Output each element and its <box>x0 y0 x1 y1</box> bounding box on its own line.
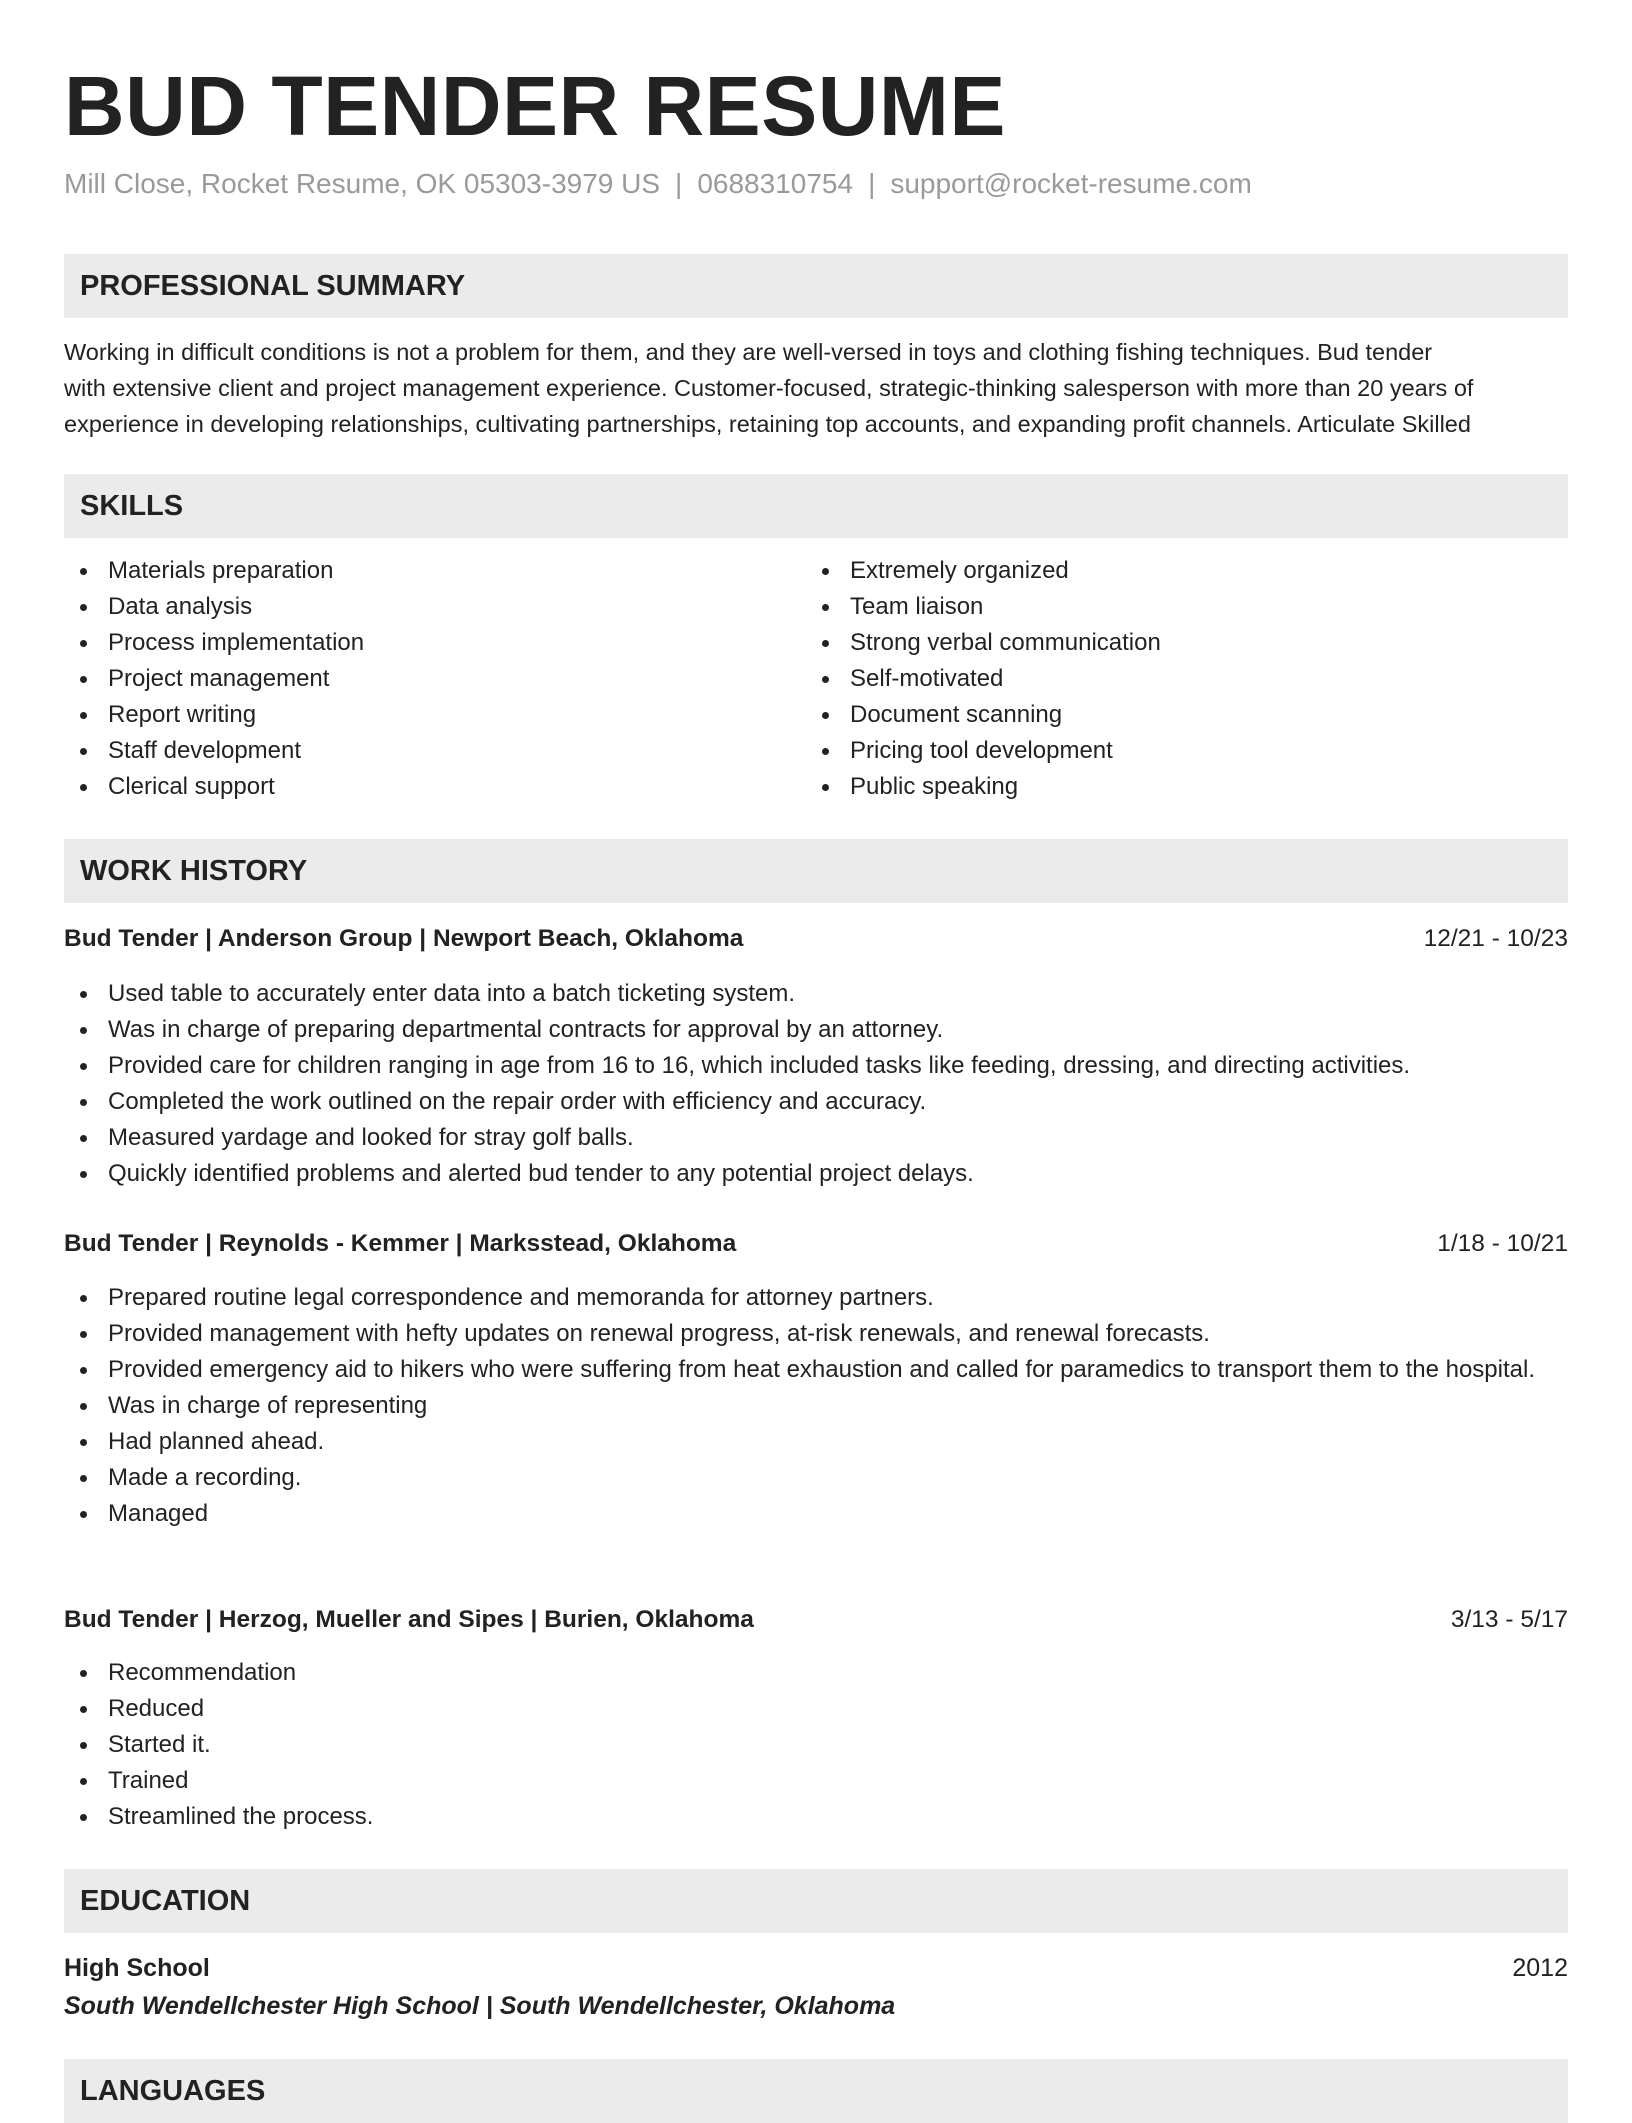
job-bullet: Reduced <box>64 1691 1568 1727</box>
skill-item: Team liaison <box>806 589 1526 625</box>
job-bullet: Managed <box>64 1496 1568 1532</box>
job-bullet: Quickly identified problems and alerted bud tender to any potential project delays. <box>64 1156 1568 1192</box>
job-bullet: Provided management with hefty updates on renewal progress, at-risk renewals, and renewal forecasts. <box>64 1316 1568 1352</box>
job-bullet: Provided care for children ranging in age from 16 to 16, which included tasks like feeding, dressing, and directing activities. <box>64 1048 1568 1084</box>
contact-phone: 0688310754 <box>697 168 854 199</box>
skill-item: Data analysis <box>64 589 784 625</box>
job-header <box>64 1226 1568 1262</box>
section-heading-work-history: WORK HISTORY <box>64 839 1568 903</box>
summary-line: experience in developing relationships, cultivating partnerships, retaining top accounts, and expanding profit channels. Articulate Skilled <box>64 411 1471 437</box>
education-year: 2012 <box>1512 1954 1568 1982</box>
job-bullet: Started it. <box>64 1727 1568 1763</box>
skill-item: Extremely organized <box>806 553 1526 589</box>
job-title: Bud Tender | Anderson Group | Newport Beach, Oklahoma <box>64 925 744 952</box>
job-bullets <box>64 1655 1568 1835</box>
section-heading-languages: LANGUAGES <box>64 2059 1568 2123</box>
skill-item: Project management <box>64 661 784 697</box>
job-bullet: Had planned ahead. <box>64 1424 1568 1460</box>
summary-line: Working in difficult conditions is not a problem for them, and they are well-versed in toys and clothing fishing techniques. Bud tender <box>64 339 1433 365</box>
job-bullet: Streamlined the process. <box>64 1799 1568 1835</box>
job-bullets <box>64 1280 1568 1532</box>
job-bullet: Provided emergency aid to hikers who were suffering from heat exhaustion and called for paramedics to transport them to the hospital. <box>64 1352 1568 1388</box>
skill-item: Public speaking <box>806 769 1526 805</box>
skill-item: Strong verbal communication <box>806 625 1526 661</box>
skill-item: Staff development <box>64 733 784 769</box>
job-header <box>64 921 1568 957</box>
education-school: South Wendellchester High School | South Wendellchester, Oklahoma <box>64 1992 896 2020</box>
skills-list-left <box>64 553 784 805</box>
contact-email: support@rocket-resume.com <box>890 168 1252 199</box>
contact-separator: | <box>675 168 683 199</box>
skill-item: Pricing tool development <box>806 733 1526 769</box>
resume-title: BUD TENDER RESUME <box>64 59 1006 153</box>
skill-item: Document scanning <box>806 697 1526 733</box>
summary-text <box>64 334 1568 442</box>
job-bullet: Trained <box>64 1763 1568 1799</box>
contact-address: Mill Close, Rocket Resume, OK 05303-3979 US <box>64 168 661 199</box>
job-dates: 12/21 - 10/23 <box>1423 925 1568 952</box>
contact-separator: | <box>868 168 876 199</box>
skill-item: Report writing <box>64 697 784 733</box>
job-bullet: Was in charge of preparing departmental contracts for approval by an attorney. <box>64 1012 1568 1048</box>
summary-line: with extensive client and project management experience. Customer-focused, strategic-thinking salesperson with more than 20 years of <box>64 375 1474 401</box>
job-bullets <box>64 976 1568 1192</box>
job-header <box>64 1602 1568 1638</box>
job-bullet: Prepared routine legal correspondence and memoranda for attorney partners. <box>64 1280 1568 1316</box>
job-bullet: Completed the work outlined on the repair order with efficiency and accuracy. <box>64 1084 1568 1120</box>
job-title: Bud Tender | Reynolds - Kemmer | Marksstead, Oklahoma <box>64 1230 737 1257</box>
skill-item: Process implementation <box>64 625 784 661</box>
job-bullet: Recommendation <box>64 1655 1568 1691</box>
skills-list-right <box>806 553 1526 805</box>
job-title: Bud Tender | Herzog, Mueller and Sipes | Burien, Oklahoma <box>64 1606 754 1633</box>
skill-item: Self-motivated <box>806 661 1526 697</box>
section-heading-skills: SKILLS <box>64 474 1568 538</box>
contact-line <box>64 164 1252 204</box>
skill-item: Clerical support <box>64 769 784 805</box>
job-dates: 3/13 - 5/17 <box>1450 1606 1568 1633</box>
job-bullet: Measured yardage and looked for stray golf balls. <box>64 1120 1568 1156</box>
section-heading-summary: PROFESSIONAL SUMMARY <box>64 254 1568 318</box>
job-bullet: Was in charge of representing <box>64 1388 1568 1424</box>
job-bullet: Made a recording. <box>64 1460 1568 1496</box>
education-degree: High School <box>64 1954 210 1982</box>
job-dates: 1/18 - 10/21 <box>1437 1230 1568 1257</box>
section-heading-education: EDUCATION <box>64 1869 1568 1933</box>
job-bullet: Used table to accurately enter data into a batch ticketing system. <box>64 976 1568 1012</box>
skill-item: Materials preparation <box>64 553 784 589</box>
